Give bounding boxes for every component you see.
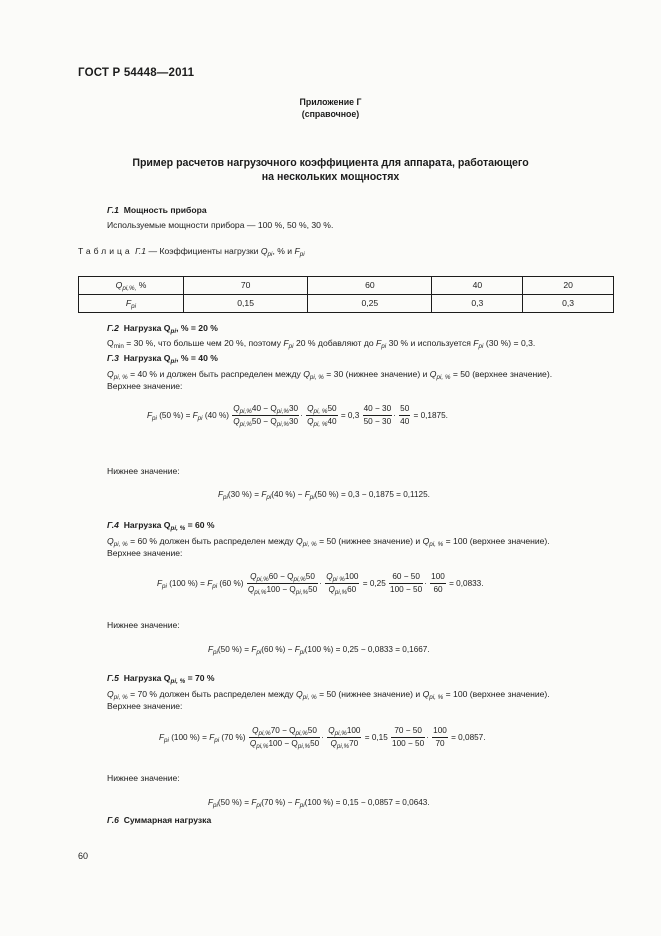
table-cell: 0,3 <box>523 295 614 313</box>
eq-text: (60 %) − <box>261 645 295 654</box>
subscript: pi <box>223 494 228 501</box>
subscript: pi <box>213 802 218 809</box>
eq-text: = 0,25 <box>362 578 386 588</box>
equation-g4-lower <box>208 645 430 655</box>
subscript: pi,% <box>258 730 271 737</box>
symbol-q: Q <box>252 726 259 735</box>
eq-text: 100 <box>346 726 361 735</box>
eq-text: 100 − Q <box>266 585 296 595</box>
text: 30 % и используется <box>386 338 474 348</box>
section-title-tail: , % = 40 % <box>176 353 218 363</box>
subscript: pi,% <box>254 589 267 597</box>
section-title-tail: = 70 % <box>185 673 215 683</box>
equation-g3-lower <box>218 490 430 500</box>
eq-result: = 0,0857. <box>451 732 486 742</box>
symbol-q: Q <box>296 536 303 546</box>
subscript: pi, % <box>429 694 444 701</box>
eq-text: (30 %) = <box>227 490 262 499</box>
symbol-f: F <box>294 645 300 654</box>
subscript: pi,% <box>293 576 306 583</box>
subscript: pi,% <box>239 408 252 415</box>
fraction <box>391 726 425 750</box>
eq-text: 100 − 50 <box>392 739 425 749</box>
subscript: pi <box>299 649 305 656</box>
table-row <box>79 295 614 313</box>
subscript: pi,% <box>334 589 348 597</box>
eq-text: 60 − Q <box>268 572 294 581</box>
section-g1-text: Используемые мощности прибора — 100 %, 50 %, 30 %. <box>107 220 334 230</box>
text: = 30 %, что больше чем 20 %, поэтому <box>123 338 284 348</box>
lower-value-label: Нижнее значение: <box>107 620 180 630</box>
fraction <box>306 404 337 428</box>
symbol-q: Q <box>328 726 335 735</box>
subscript: pi,% <box>276 421 289 429</box>
table-caption-number: Г.1 <box>135 246 147 256</box>
subscript: pi <box>170 328 177 335</box>
table-caption <box>78 246 305 257</box>
subscript: pi, % <box>302 541 317 548</box>
symbol-f: F <box>261 490 267 499</box>
section-g5-text <box>107 689 550 700</box>
subscript: pi,% <box>297 743 311 751</box>
eq-text: 100 − 50 <box>390 585 423 595</box>
section-g1-heading <box>107 205 207 216</box>
subscript: pi,%, <box>122 285 137 293</box>
eq-text: 100 <box>344 572 359 581</box>
table-cell: 0,25 <box>308 295 432 313</box>
subscript: pi, % <box>313 421 328 429</box>
eq-text: 70 <box>435 739 445 749</box>
eq-text: 40 <box>327 417 337 427</box>
eq-text: 60 <box>433 585 443 595</box>
section-g2-heading <box>107 323 218 334</box>
subscript: pi,% <box>334 730 347 737</box>
symbol-q: Q <box>249 739 257 749</box>
section-number: Г.5 <box>107 673 119 683</box>
annex-subtitle: (справочное) <box>301 109 360 119</box>
symbol-f: F <box>208 645 214 654</box>
subscript: pi <box>309 494 315 501</box>
subscript: pi <box>170 358 177 365</box>
table-cell: 20 <box>523 277 614 295</box>
equation-g5-upper: $F_{pi}$ (100 %) = $F_{pi}$ (70 %) $\frac{Q_{pi,\%}70 - Q_{pi,\%}50}{Q_{pi,\%}100 - Q_{pi,\%}50}$ · $\frac{Q_{pi,\%}100}{Q_{pi,\%}70}$ = 0,15 $\frac{70 - 50}{100 - 50}$ · $\frac{100}{70}$ = 0,0857. <box>159 726 486 751</box>
symbol-f: F <box>304 490 310 499</box>
symbol-q: Q <box>250 572 257 581</box>
fraction <box>432 726 448 750</box>
row-label-q <box>79 277 184 295</box>
standard-number: ГОСТ Р 54448—2011 <box>78 67 195 79</box>
text: = 50 (нижнее значение) и <box>316 536 423 546</box>
annex-title: Приложение Г <box>299 97 362 107</box>
eq-text: (50 %) = 0,3 − 0,1875 = 0,1125. <box>314 490 430 499</box>
subscript: pi,% <box>295 589 309 597</box>
eq-result: = 0,0833. <box>449 578 484 588</box>
symbol-q: Q <box>296 689 303 699</box>
subscript: pi <box>212 582 218 590</box>
text: = 100 (верхнее значение). <box>443 689 550 699</box>
symbol-q: Q <box>330 739 337 749</box>
section-g4-heading <box>107 520 215 531</box>
fraction <box>247 572 318 596</box>
eq-text: (70 %) <box>221 732 246 742</box>
eq-text: 50 − 30 <box>363 417 392 427</box>
symbol-f: F <box>218 490 224 499</box>
eq-text: 60 − 50 <box>389 572 423 584</box>
subscript: pi, % <box>429 541 444 548</box>
section-g3-text <box>107 369 552 380</box>
eq-text: 100 <box>430 572 446 584</box>
section-title: Нагрузка Q <box>123 323 171 333</box>
section-number: Г.1 <box>107 205 119 215</box>
section-g2-text <box>107 338 535 349</box>
subscript: pi <box>267 251 273 258</box>
symbol-q: Q <box>260 246 268 256</box>
eq-text: (100 %) = 0,25 − 0,0833 = 0,1667. <box>304 645 430 654</box>
subscript: pi, % <box>170 525 186 532</box>
symbol-q: Q <box>326 572 333 581</box>
fraction <box>430 572 446 596</box>
subscript: pi <box>256 802 262 809</box>
subscript: pi,% <box>276 408 289 415</box>
symbol-q: Q <box>307 404 314 413</box>
symbol-q: Q <box>107 536 114 546</box>
table-caption-text: — Коэффициенты нагрузки <box>148 246 259 256</box>
text: 20 % добавляют до <box>293 338 377 348</box>
section-title: Нагрузка Q <box>123 520 171 530</box>
fraction <box>325 572 359 596</box>
subscript: pi <box>197 414 203 422</box>
eq-text: (40 %) <box>204 410 229 420</box>
eq-text: = 0,15 <box>364 732 388 742</box>
symbol-f: F <box>157 578 163 588</box>
symbol-q: Q <box>247 585 255 595</box>
subscript: pi,% <box>239 421 252 429</box>
equation-g3-upper: $F_{pi}$ (50 %) = $F_{pi}$ (40 %) $\frac{Q_{pi,\%}40 - Q_{pi,\%}30}{Q_{pi,\%}50 - Q_{pi,\%}30}$ · $\frac{Q_{pi, \%}50}{Q_{pi, \%}40}$ = 0,3 $\frac{40 - 30}{50 - 30}$ · $\frac{50}{40}$ = 0,1875. <box>147 404 448 429</box>
table-cell: 40 <box>432 277 523 295</box>
lower-value-label: Нижнее значение: <box>107 466 180 476</box>
eq-text: (60 %) <box>219 578 244 588</box>
eq-text: = 0,3 <box>340 410 360 420</box>
eq-text: (100 %) = 0,15 − 0,0857 = 0,0643. <box>304 798 430 807</box>
subscript: pi,% <box>256 576 269 583</box>
symbol-f: F <box>294 798 300 807</box>
symbol-q: Q <box>429 369 437 379</box>
eq-text: (50 %) = <box>217 645 252 654</box>
symbol-q: Q <box>107 689 114 699</box>
equation-g4-upper: $F_{pi}$ (100 %) = $F_{pi}$ (60 %) $\frac{Q_{pi,\%}60 - Q_{pi,\%}50}{Q_{pi,\%}100 - Q_{pi,\%}50}$ · $\frac{Q_{pi \%}100}{Q_{pi,\%}60}$ = 0,25 $\frac{60 - 50}{100 - 50}$ · $\frac{100}{60}$ = 0,0833. <box>157 572 484 597</box>
eq-text: 40 − Q <box>251 404 277 413</box>
upper-value-label: Верхнее значение: <box>107 548 183 558</box>
subscript: pi <box>478 343 484 350</box>
subscript: pi <box>152 414 157 422</box>
table-cell: 0,15 <box>184 295 308 313</box>
fraction <box>249 726 320 750</box>
load-coefficients-table <box>78 276 614 313</box>
subscript: pi <box>131 303 137 311</box>
section-title: Мощность прибора <box>123 205 207 215</box>
table-caption-word: Таблица <box>78 246 133 256</box>
subscript: pi, % <box>113 374 128 381</box>
eq-text: 50 <box>307 726 317 735</box>
symbol-q: Q <box>328 585 335 595</box>
eq-text: 50 <box>310 739 320 749</box>
eq-text: 30 <box>288 404 299 413</box>
table-cell: 70 <box>184 277 308 295</box>
document-title-line1: Пример расчетов нагрузочного коэффициента для аппарата, работающего <box>132 157 529 169</box>
eq-text: (50 %) = <box>159 410 193 420</box>
section-number: Г.2 <box>107 323 119 333</box>
eq-text: 70 − Q <box>270 726 296 735</box>
subscript: pi <box>299 802 305 809</box>
eq-text: 70 − 50 <box>391 726 425 738</box>
symbol-f: F <box>283 338 289 348</box>
subscript: pi,% <box>336 743 350 751</box>
subscript: min <box>113 343 124 350</box>
eq-text: 50 − Q <box>251 417 277 427</box>
symbol-q: Q <box>115 280 123 291</box>
symbol-f: F <box>125 298 132 309</box>
table-row <box>79 277 614 295</box>
page-number: 60 <box>78 851 89 861</box>
subscript: pi <box>299 251 305 258</box>
section-g3-heading <box>107 353 218 364</box>
equation-g5-lower <box>208 798 430 808</box>
text: = 50 (верхнее значение). <box>450 369 553 379</box>
text: = 70 % должен быть распределен между <box>127 689 296 699</box>
subscript: pi <box>162 582 167 590</box>
caption-mid: , % и <box>272 246 293 256</box>
section-g5-heading <box>107 673 215 684</box>
text: (30 %) = 0,3. <box>483 338 536 348</box>
symbol-q: Q <box>422 536 430 546</box>
eq-text: 50 <box>308 585 318 595</box>
eq-text: 50 <box>305 572 315 581</box>
subscript: pi <box>381 343 387 350</box>
text: = 30 (нижнее значение) и <box>323 369 430 379</box>
symbol-q: Q <box>233 404 240 413</box>
symbol-f: F <box>159 732 165 742</box>
text: = 100 (верхнее значение). <box>443 536 550 546</box>
eq-text: (40 %) − <box>271 490 305 499</box>
upper-value-label: Верхнее значение: <box>107 381 183 391</box>
symbol-f: F <box>192 410 198 420</box>
row-label-f <box>79 295 184 313</box>
symbol-q: Q <box>422 689 430 699</box>
symbol-f: F <box>208 798 214 807</box>
section-title-tail: , % = 20 % <box>176 323 218 333</box>
fraction <box>363 404 393 428</box>
text: = 60 % должен быть распределен между <box>127 536 296 546</box>
subscript: pi <box>164 736 169 744</box>
subscript: pi, % <box>302 694 317 701</box>
document-title-line2: на нескольких мощностях <box>261 171 400 183</box>
symbol-f: F <box>376 338 382 348</box>
eq-text: 100 <box>432 726 448 738</box>
eq-text: (100 %) = <box>169 578 208 588</box>
eq-text: 40 <box>400 417 410 427</box>
eq-text: 70 <box>349 739 359 749</box>
symbol-q: Q <box>303 369 310 379</box>
subscript: pi, % <box>313 408 328 415</box>
section-title: Суммарная нагрузка <box>123 815 212 825</box>
unit: % <box>136 280 147 291</box>
symbol-f: F <box>147 410 153 420</box>
subscript: pi, % <box>170 678 186 685</box>
lower-value-label: Нижнее значение: <box>107 773 180 783</box>
symbol-q: Q <box>233 417 240 427</box>
fraction <box>389 572 423 596</box>
section-title: Нагрузка Q <box>123 353 171 363</box>
eq-text: (50 %) = <box>217 798 252 807</box>
section-number: Г.3 <box>107 353 119 363</box>
subscript: pi <box>266 494 272 501</box>
text: = 40 % и должен быть распределен между <box>127 369 304 379</box>
section-g4-text <box>107 536 550 547</box>
symbol-f: F <box>473 338 479 348</box>
section-g6-heading <box>107 815 211 826</box>
symbol-q: Q <box>307 417 314 427</box>
subscript: pi, % <box>113 541 128 548</box>
symbol-f: F <box>209 732 215 742</box>
eq-text: 40 − 30 <box>363 404 393 416</box>
eq-text: (100 %) = <box>171 732 210 742</box>
symbol-f: F <box>294 246 300 256</box>
symbol-f: F <box>251 798 257 807</box>
section-number: Г.6 <box>107 815 119 825</box>
text: = 50 (нижнее значение) и <box>316 689 423 699</box>
table-cell: 0,3 <box>432 295 523 313</box>
table-cell: 60 <box>308 277 432 295</box>
subscript: pi,% <box>256 743 269 751</box>
subscript: pi,% <box>295 730 308 737</box>
eq-result: = 0,1875. <box>413 410 448 420</box>
symbol-f: F <box>207 578 213 588</box>
subscript: pi <box>256 649 262 656</box>
eq-text: 30 <box>288 417 299 427</box>
symbol-q: Q <box>107 338 114 348</box>
eq-text: (70 %) − <box>261 798 295 807</box>
eq-text: 60 <box>347 585 357 595</box>
section-number: Г.4 <box>107 520 119 530</box>
subscript: pi, % <box>436 374 451 381</box>
section-title: Нагрузка Q <box>123 673 171 683</box>
section-title-tail: = 60 % <box>185 520 215 530</box>
subscript: pi <box>214 736 220 744</box>
upper-value-label: Верхнее значение: <box>107 701 183 711</box>
subscript: pi <box>213 649 218 656</box>
subscript: pi <box>288 343 294 350</box>
subscript: pi, % <box>113 694 128 701</box>
fraction <box>327 726 361 750</box>
symbol-f: F <box>251 645 257 654</box>
fraction <box>399 404 410 428</box>
fraction <box>232 404 299 428</box>
symbol-q: Q <box>107 369 114 379</box>
subscript: pi, % <box>309 374 324 381</box>
eq-text: 50 <box>399 404 410 416</box>
subscript: pi % <box>332 576 345 583</box>
eq-text: 100 − Q <box>268 739 298 749</box>
eq-text: 50 <box>327 404 337 413</box>
